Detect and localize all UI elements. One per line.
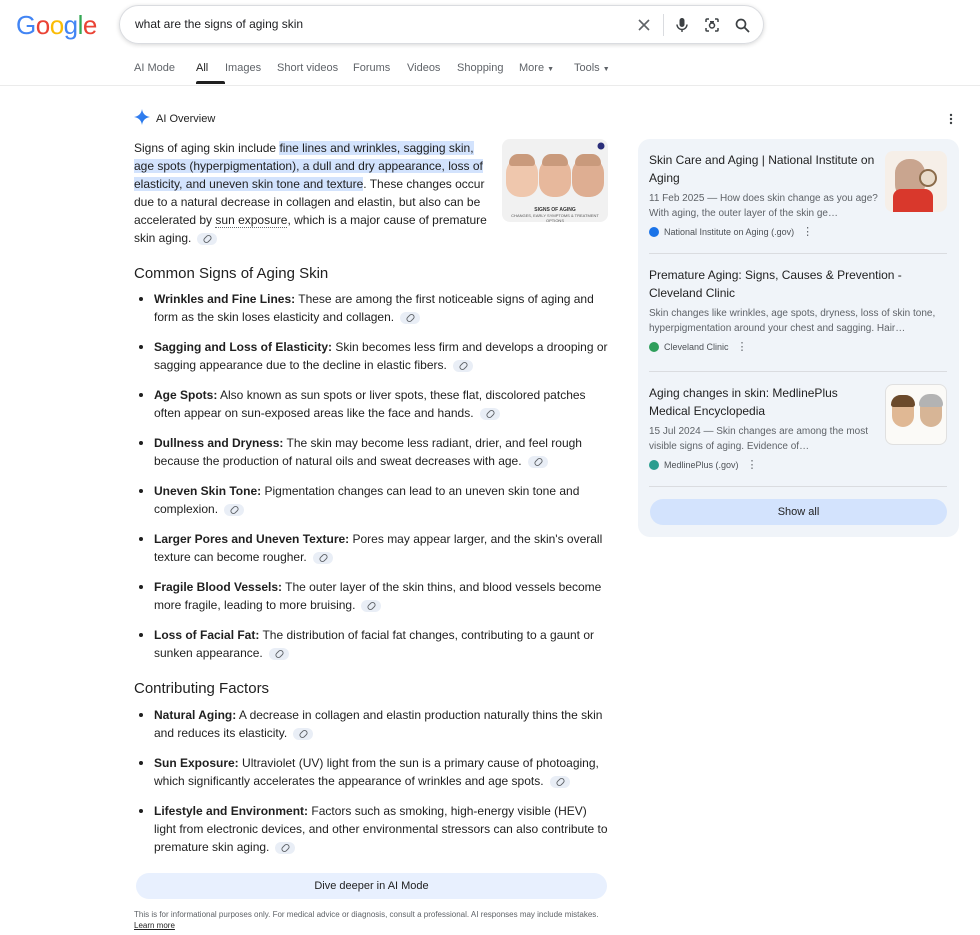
list-item-text: The skin may become less radiant, drier, and feel rough because the production of natural oils and sweat decreases with age. [154, 436, 582, 468]
tab-tools-label: Tools [574, 62, 600, 74]
intro-text: Signs of aging skin include [134, 141, 280, 155]
factors-list [154, 706, 610, 868]
section-title: Common Signs of Aging Skin [134, 265, 329, 282]
tab-shopping[interactable]: Shopping [457, 62, 504, 74]
list-item-term: Sagging and Loss of Elasticity: [154, 340, 333, 354]
divider [649, 253, 947, 254]
link-icon[interactable] [361, 600, 381, 612]
disclaimer-text: This is for informational purposes only. For medical advice or diagnosis, consult a professional. AI responses may include mistakes. [134, 910, 599, 919]
source-card[interactable] [649, 266, 947, 352]
intro-text: . These changes occur due to a natural decrease in collagen and elastin, but also can be accelerated by [134, 177, 485, 227]
image-caption [502, 207, 608, 222]
logo-letter: o [35, 10, 50, 40]
source-snippet: 11 Feb 2025 — How does skin change as you age? With aging, the outer layer of the skin ge… [649, 193, 878, 219]
tab-short-videos[interactable]: Short videos [277, 62, 339, 74]
more-options-icon[interactable]: ⋮ [736, 340, 747, 353]
list-item-term: Larger Pores and Uneven Texture: [154, 532, 350, 546]
face-image [539, 157, 571, 197]
list-item-text: The distribution of facial fat changes, contributing to a gaunt or sunken appearance. [154, 628, 595, 660]
link-icon[interactable] [269, 648, 289, 660]
sources-panel [638, 139, 959, 537]
divider [649, 371, 947, 372]
list-item [154, 754, 610, 790]
divider [649, 486, 947, 487]
list-item-term: Fragile Blood Vessels: [154, 580, 283, 594]
list-item-term: Sun Exposure: [154, 756, 239, 770]
ai-overview-label: AI Overview [156, 112, 216, 125]
search-box[interactable] [119, 5, 764, 44]
list-item-term: Wrinkles and Fine Lines: [154, 292, 296, 306]
google-logo[interactable] [16, 10, 97, 41]
intro-term-link[interactable]: sun exposure [215, 213, 288, 227]
image-caption-subtitle: CHANGES, EARLY SYMPTOMS & TREATMENT OPTIONS [511, 213, 599, 222]
source-site-name: National Institute on Aging (.gov) [664, 227, 795, 237]
search-divider [663, 14, 664, 36]
more-options-icon[interactable]: ⋮ [802, 225, 813, 238]
show-all-button[interactable]: Show all [650, 499, 947, 525]
list-item [154, 530, 610, 566]
header-divider [0, 85, 980, 86]
tab-ai-mode[interactable]: AI Mode [134, 62, 175, 74]
search-tabs [134, 62, 614, 74]
logo-letter: o [49, 10, 64, 40]
mirror-image [919, 169, 937, 187]
source-site [649, 227, 879, 237]
list-item [154, 578, 610, 614]
link-icon[interactable] [400, 312, 420, 324]
intro-text: , which is a major cause of premature skin aging. [134, 213, 487, 245]
list-item-text: The outer layer of the skin thins, and blood vessels become more fragile, leading to more bruising. [154, 580, 602, 612]
ai-overview-intro [134, 139, 488, 247]
list-item [154, 434, 610, 470]
source-title[interactable]: Premature Aging: Signs, Causes & Prevention - Cleveland Clinic [649, 268, 902, 300]
list-item [154, 338, 610, 374]
list-item-term: Dullness and Dryness: [154, 436, 284, 450]
gray-hair-image [919, 394, 943, 407]
source-thumbnail[interactable] [885, 384, 947, 445]
source-title[interactable]: Skin Care and Aging | National Institute on Aging [649, 153, 875, 185]
link-icon[interactable] [550, 776, 570, 788]
sparkle-icon [134, 109, 150, 128]
source-card[interactable] [649, 151, 879, 237]
tab-tools[interactable] [574, 62, 614, 74]
link-icon[interactable] [528, 456, 548, 468]
logo-letter: G [16, 10, 36, 40]
dive-deeper-button[interactable]: Dive deeper in AI Mode [136, 873, 607, 899]
clothing-image [893, 189, 933, 212]
list-item-text: Also known as sun spots or liver spots, these flat, discolored patches often appear on sun-exposed areas like the face and hands. [154, 388, 586, 420]
tab-videos[interactable]: Videos [407, 62, 441, 74]
chevron-down-icon: ▼ [602, 66, 610, 73]
source-snippet: Skin changes like wrinkles, age spots, dryness, loss of skin tone, hyperpigmentation around your chest and sagging. Hair… [649, 308, 936, 334]
list-item-term: Uneven Skin Tone: [154, 484, 262, 498]
source-site-name: MedlinePlus (.gov) [664, 460, 739, 470]
tab-all[interactable]: All [196, 62, 225, 74]
list-item-text: Skin becomes less firm and develops a drooping or sagging appearance due to the decline in elastic fibers. [154, 340, 608, 372]
list-item [154, 482, 610, 518]
ai-overview-header [134, 109, 215, 128]
face-image [506, 157, 538, 197]
list-item-text: Ultraviolet (UV) light from the sun is a primary cause of photoaging, which significantly accelerates the appearance of wrinkles and age spots. [154, 756, 599, 788]
tab-more-label: More [519, 62, 545, 74]
list-item-text: Pigmentation changes can lead to an uneven skin tone and complexion. [154, 484, 580, 516]
list-item-text: Pores may appear larger, and the skin's overall texture can become rougher. [154, 532, 603, 564]
learn-more-link[interactable]: Learn more [134, 921, 175, 930]
face-image [572, 157, 604, 197]
microphone-icon[interactable] [672, 15, 692, 35]
list-item [154, 802, 610, 856]
list-item [154, 626, 610, 662]
ai-overview-image[interactable] [502, 139, 608, 222]
lens-camera-icon[interactable] [702, 15, 722, 35]
list-item-term: Loss of Facial Fat: [154, 628, 260, 642]
source-snippet: 15 Jul 2024 — Skin changes are among the most visible signs of aging. Evidence of… [649, 426, 869, 452]
list-item-term: Natural Aging: [154, 708, 237, 722]
source-site [649, 342, 947, 352]
list-item-text: These are among the first noticeable signs of aging and form as the skin loses elasticity and collagen. [154, 292, 594, 324]
list-item-term: Lifestyle and Environment: [154, 804, 309, 818]
more-options-icon[interactable] [946, 112, 956, 126]
list-item [154, 706, 610, 742]
source-card[interactable] [649, 384, 879, 470]
tab-more[interactable] [519, 62, 574, 74]
cleveland-clinic-favicon-icon [649, 342, 659, 352]
logo-letter: g [63, 10, 78, 40]
section-title: Contributing Factors [134, 680, 270, 697]
list-item-text: A decrease in collagen and elastin production naturally thins the skin and reduces its elasticity. [154, 708, 603, 740]
hair-image [891, 395, 915, 407]
link-icon[interactable] [197, 233, 217, 245]
link-icon[interactable] [224, 504, 244, 516]
tab-images[interactable]: Images [225, 62, 262, 74]
list-item [154, 290, 610, 326]
list-item-text: Factors such as smoking, high-energy visible (HEV) light from electronic devices, and other environmental stressors can also contribute to premature skin aging. [154, 804, 608, 854]
medlineplus-favicon-icon [649, 460, 659, 470]
link-icon[interactable] [275, 842, 295, 854]
disclaimer [134, 909, 604, 931]
link-icon[interactable] [480, 408, 500, 420]
link-icon[interactable] [293, 728, 313, 740]
search-input[interactable]: what are the signs of aging skin [135, 17, 304, 31]
intro-highlight[interactable]: fine lines and wrinkles, sagging skin, age spots (hyperpigmentation), a dull and dry appearance, loss of elasticity, and uneven skin tone and texture [134, 141, 483, 191]
list-item [154, 386, 610, 422]
tab-forums[interactable]: Forums [353, 62, 391, 74]
more-options-icon[interactable]: ⋮ [746, 458, 757, 471]
list-item-term: Age Spots: [154, 388, 218, 402]
clear-icon[interactable] [634, 15, 654, 35]
source-site-name: Cleveland Clinic [664, 342, 729, 352]
image-caption-title: SIGNS OF AGING [534, 207, 576, 213]
logo-letter: l [77, 10, 83, 40]
logo-letter: e [82, 10, 97, 40]
source-badge-icon [597, 142, 605, 150]
source-site [649, 460, 879, 470]
source-title[interactable]: Aging changes in skin: MedlinePlus Medical Encyclopedia [649, 386, 838, 418]
search-icon[interactable] [732, 15, 752, 35]
source-thumbnail[interactable] [885, 151, 947, 212]
link-icon[interactable] [313, 552, 333, 564]
chevron-down-icon: ▼ [547, 66, 555, 73]
nia-favicon-icon [649, 227, 659, 237]
signs-list [154, 290, 610, 674]
link-icon[interactable] [453, 360, 473, 372]
